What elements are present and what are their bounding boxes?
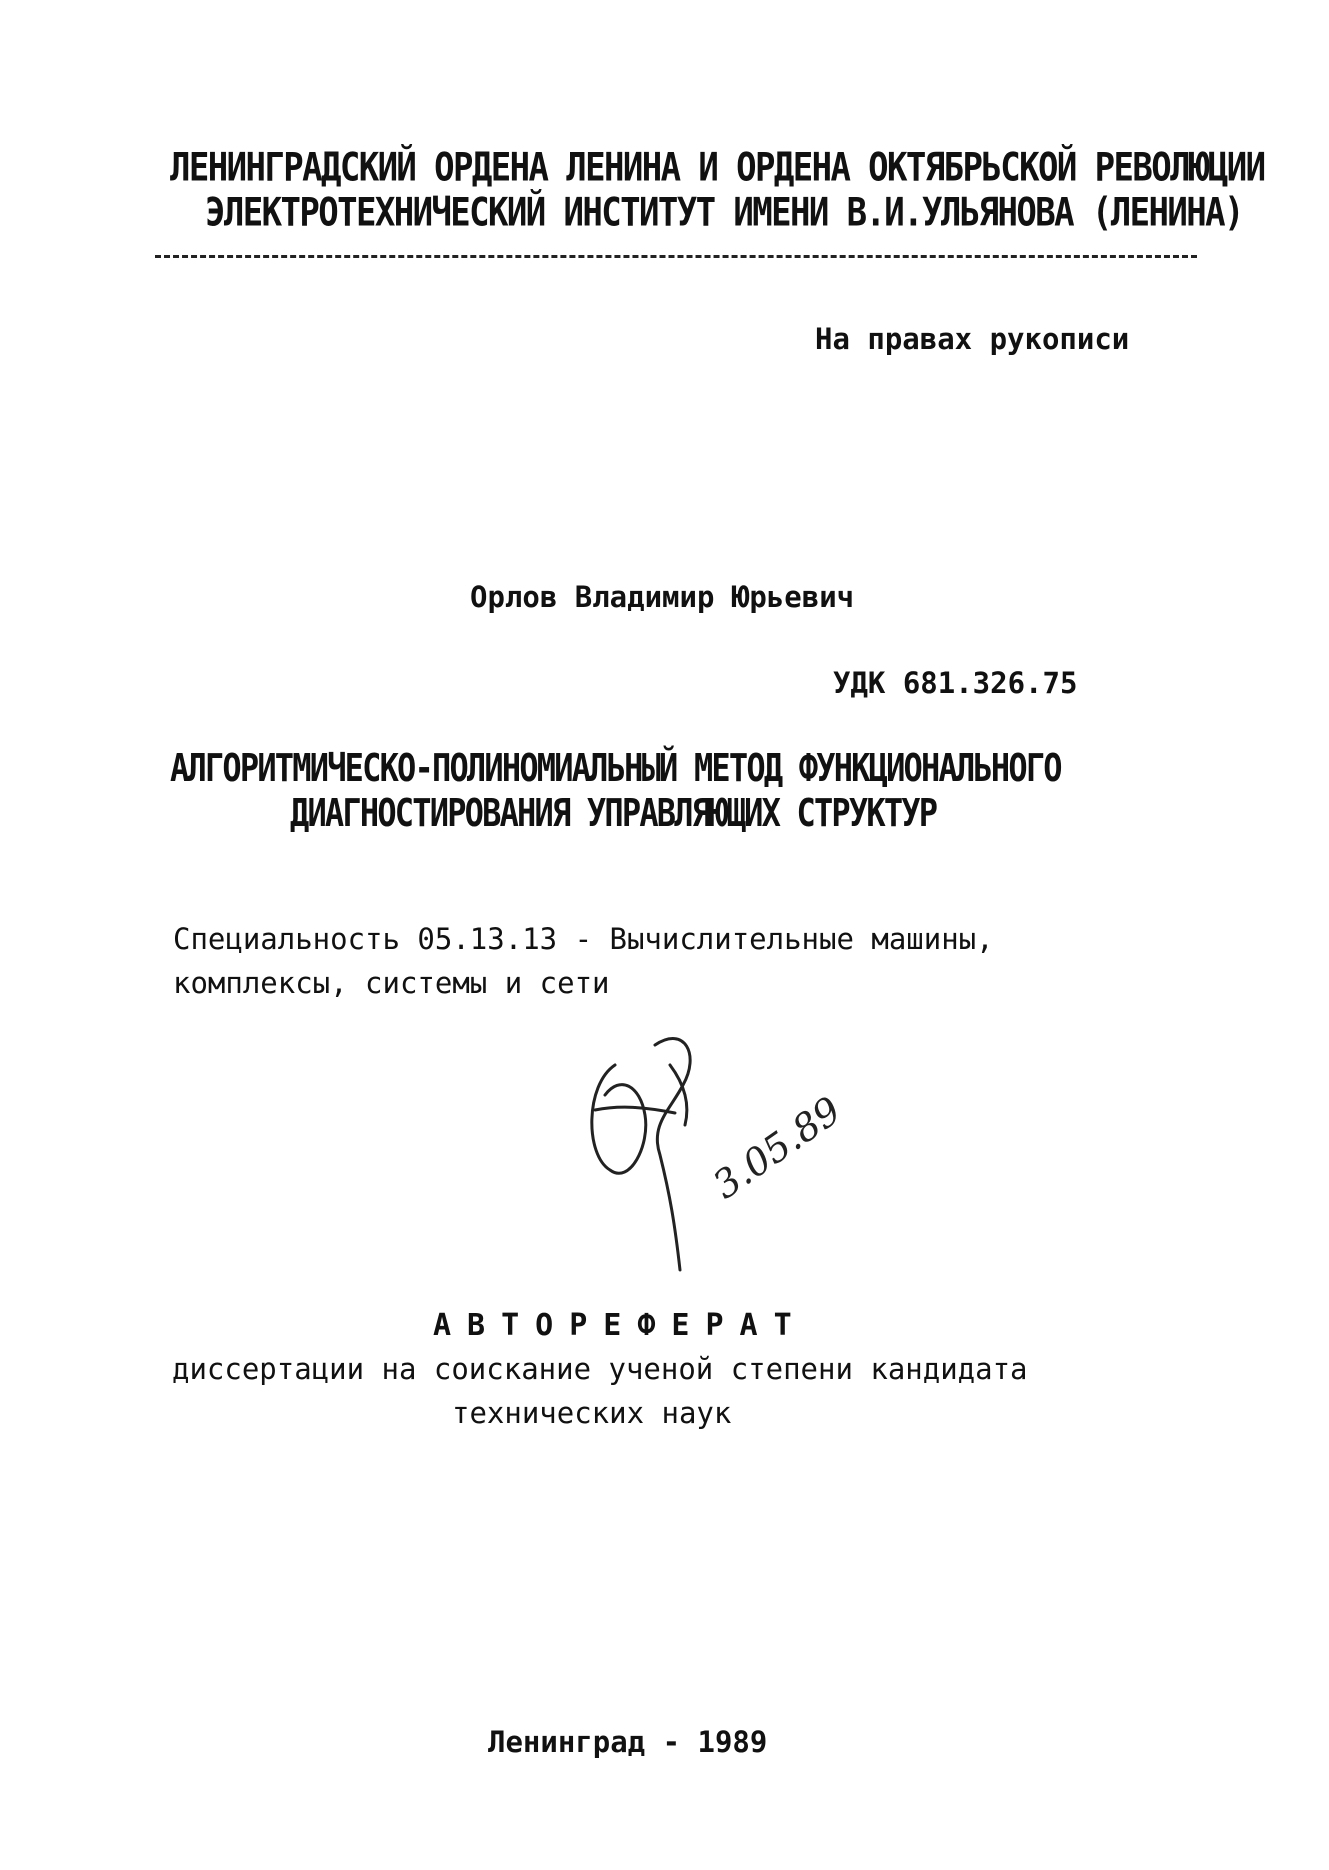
purpose-line-1: диссертации на соискание ученой степени кандидата — [172, 1352, 1028, 1386]
udc-code: УДК 681.326.75 — [833, 666, 1078, 700]
handwritten-signature — [575, 1025, 875, 1280]
institute-name-line-1: ЛЕНИНГРАДСКИЙ ОРДЕНА ЛЕНИНА И ОРДЕНА ОКТЯБРЬСКОЙ РЕВОЛЮЦИИ — [170, 145, 1265, 191]
rights-note: На правах рукописи — [815, 322, 1130, 356]
signature-stroke-1 — [592, 1065, 646, 1173]
signature-stroke-2 — [595, 1107, 675, 1113]
title-line-1: АЛГОРИТМИЧЕСКО-ПОЛИНОМИАЛЬНЫЙ МЕТОД ФУНКЦИОНАЛЬНОГО — [170, 745, 1061, 791]
author-name: Орлов Владимир Юрьевич — [470, 580, 855, 614]
handwritten-date: 3.05.89 — [704, 1088, 849, 1208]
institute-name-line-2: ЭЛЕКТРОТЕХНИЧЕСКИЙ ИНСТИТУТ ИМЕНИ В.И.УЛЬЯНОВА (ЛЕНИНА) — [205, 190, 1243, 236]
specialty-line-2: комплексы, системы и сети — [173, 966, 610, 1000]
purpose-line-2: технических наук — [452, 1396, 732, 1430]
document-type: АВТОРЕФЕРАТ — [433, 1308, 808, 1343]
signature-stroke-3 — [655, 1039, 690, 1270]
separator-line — [155, 255, 1197, 258]
place-and-year: Ленинград - 1989 — [488, 1725, 768, 1759]
title-line-2: ДИАГНОСТИРОВАНИЯ УПРАВЛЯЮЩИХ СТРУКТУР — [290, 790, 937, 836]
specialty-line-1: Специальность 05.13.13 - Вычислительные машины, — [173, 922, 994, 956]
